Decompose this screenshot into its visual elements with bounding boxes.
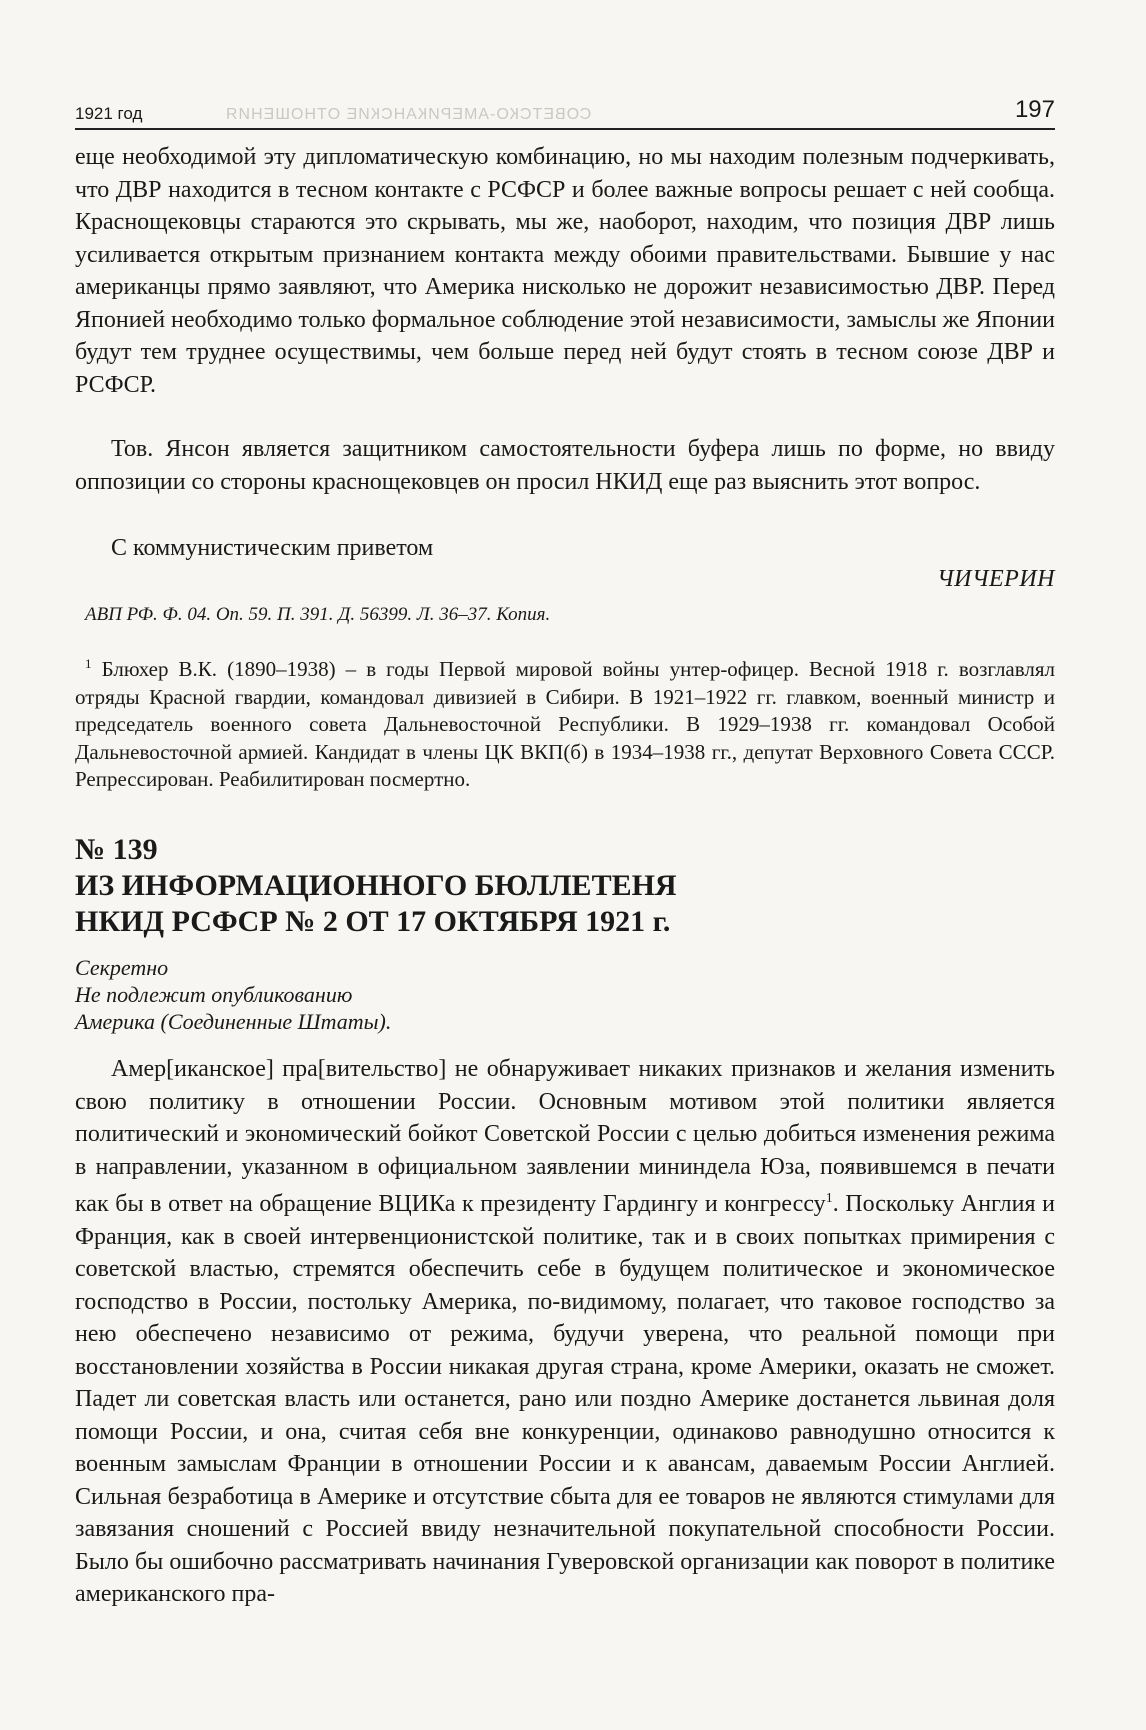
main-paragraph [75, 1053, 1055, 1611]
header-year: 1921 год [75, 104, 143, 123]
restriction: Не подлежит опубликованию [75, 982, 353, 1007]
document-heading [75, 832, 1055, 940]
footnote-marker: 1 [85, 656, 92, 671]
main-text-part-2: . Поскольку Англия и Франция, как в своей интервенционистской политике, так и в своих попытках примирения с советской властью, стремятся обеспечить себе в будущем политическое и экономическое господство в России, постольку Америка, по-видимому, полагает, что таковое господство за нею обеспечено независимо от режима, будучи уверена, что реальной помощи при восстановлении хозяйства в России никакая другая страна, кроме Америки, оказать не сможет. Падет ли советская власть или останется, рано или поздно Америке достанется львиная доля помощи России, и она, считая себя вне конкуренции, одинаково равнодушно относится к военным замыслам Франции в отношении России и к авансам, даваемым России Англией. Сильная безработица в Америке и отсутствие сбыта для ее товаров не являются стимулами для завязания сношений с Россией ввиду незначительной покупательной способности России. Было бы ошибочно рассматривать начинания Гуверовской организации как поворот в политике американского пра- [75, 1191, 1056, 1607]
document-title-line-1: ИЗ ИНФОРМАЦИОННОГО БЮЛЛЕТЕНЯ [75, 869, 677, 902]
footnote-reference: 1 [825, 1191, 833, 1206]
document-number: № 139 [75, 833, 158, 866]
paragraph-continuation: еще необходимой эту дипломатическую комбинацию, но мы находим полезным подчеркивать, что ДВР находится в тесном контакте с РСФСР и более важные вопросы решает с ней сообща. Краснощековцы стараются это скрывать, мы же, наоборот, находим, что позиция ДВР лишь усиливается открытым признанием контакта между обоими правительствами. Бывшие у нас американцы прямо заявляют, что Америка нисколько не дорожит независимостью ДВР. Перед Японией необходимо только формальное соблюдение этой независимости, замыслы же Японии будут тем труднее осуществимы, чем больше перед ней будут стоять в тесном союзе ДВР и РСФСР. [75, 144, 1055, 398]
page-header [75, 94, 1055, 130]
document-meta [75, 954, 391, 1035]
signature: ЧИЧЕРИН [937, 566, 1055, 592]
region: Америка (Соединенные Штаты). [75, 1009, 392, 1034]
document-title-line-2: НКИД РСФСР № 2 ОТ 17 ОКТЯБРЯ 1921 г. [75, 905, 671, 938]
closing-greeting: С коммунистическим приветом [111, 535, 434, 561]
paragraph-janson: Тов. Янсон является защитником самостоятельности буфера лишь по форме, но ввиду оппозиции со стороны краснощековцев он просил НКИД еще раз выяснить этот вопрос. [75, 436, 1055, 495]
classification: Секретно [75, 955, 169, 980]
running-head-bleed: СОВЕТСКО-АМЕРИКАНСКИЕ ОТНОШЕНИЯ [225, 106, 592, 123]
archive-reference: АВП РФ. Ф. 04. Оп. 59. П. 391. Д. 56399. Л. 36–37. Копия. [85, 604, 551, 625]
footnote [75, 650, 1055, 794]
main-text-part-1: Амер[иканское] пра[вительство] не обнаруживает никаких признаков и желания изменить свою политику в отношении России. Основным мотивом этой политики является политический и экономический бойкот Советской России с целью добиться изменения режима в направлении, указанном в официальном заявлении мининдела Юза, появившемся в печати как бы в ответ на обращение ВЦИКа к президенту Гардингу и конгрессу [75, 1056, 1055, 1217]
footnote-text: Блюхер В.К. (1890–1938) – в годы Первой мировой войны унтер-офицер. Весной 1918 г. возглавлял отряды Красной гвардии, командовал дивизией в Сибири. В 1921–1922 гг. главком, военный министр и председатель военного совета Дальневосточной Республики. В 1929–1938 гг. командовал Особой Дальневосточной армией. Кандидат в члены ЦК ВКП(б) в 1934–1938 гг., депутат Верховного Совета СССР. Репрессирован. Реабилитирован посмертно. [75, 657, 1055, 791]
page-number: 197 [1014, 96, 1055, 123]
